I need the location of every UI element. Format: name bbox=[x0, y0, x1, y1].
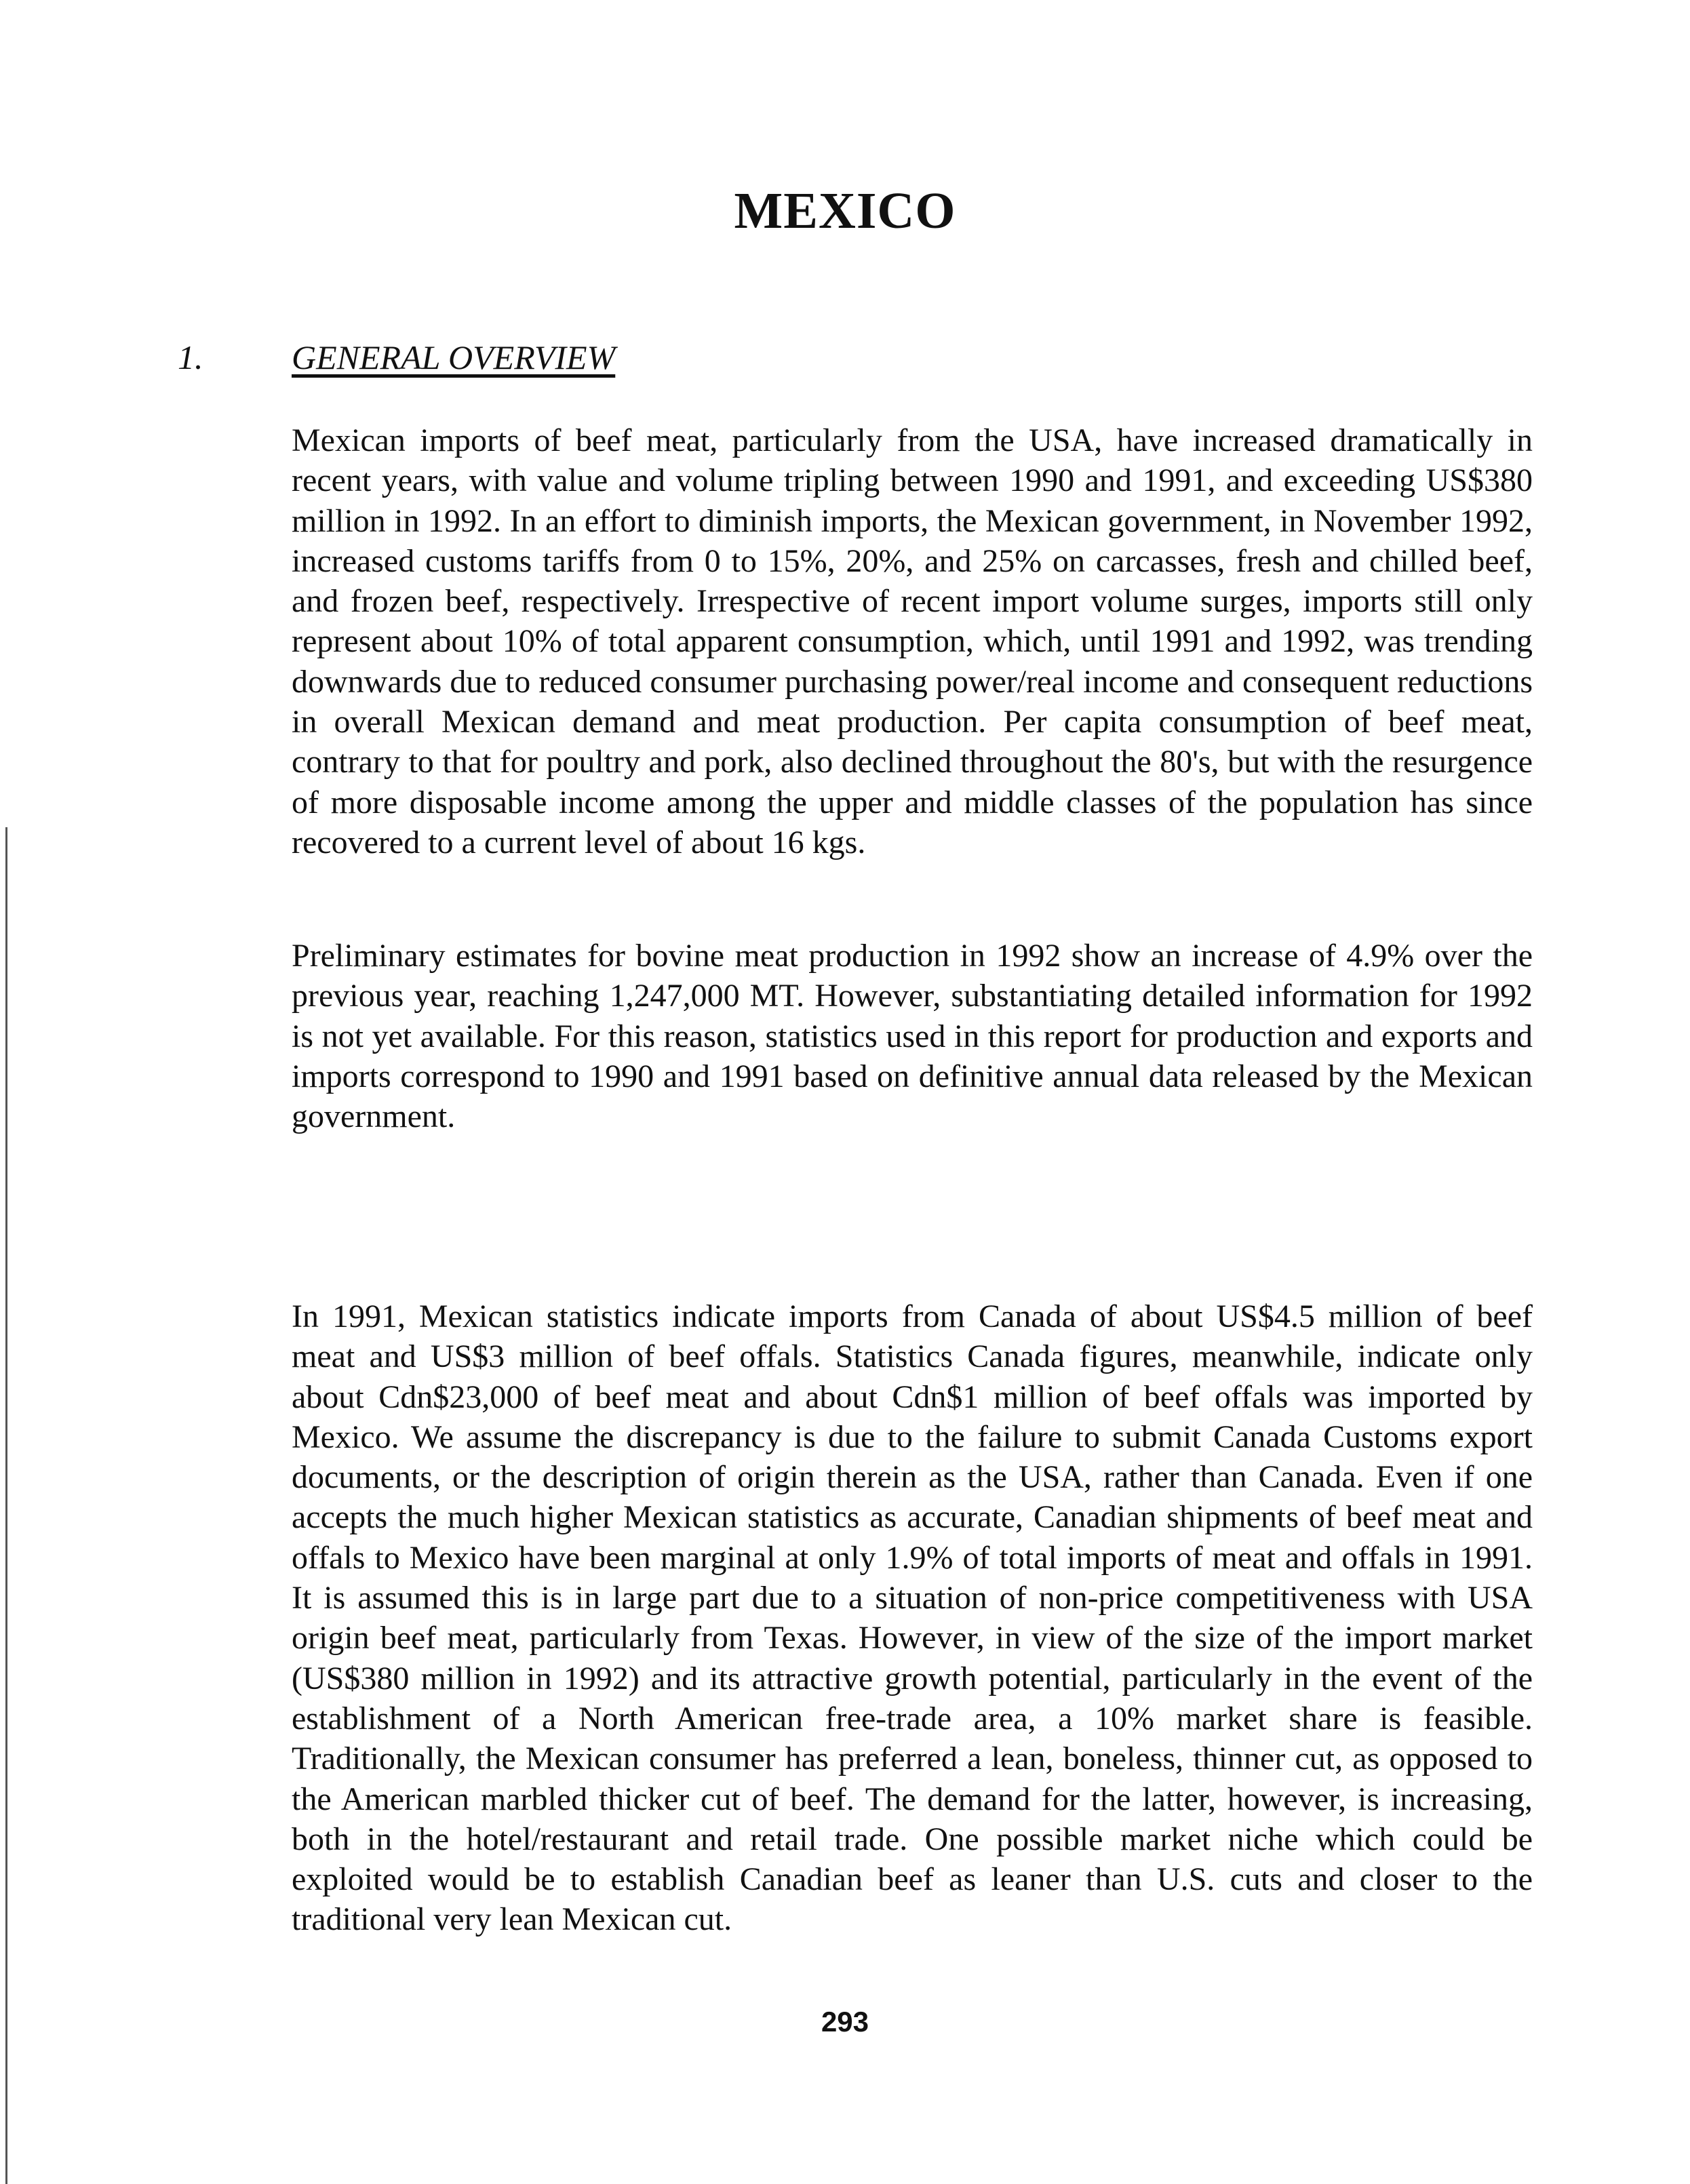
paragraph-1: Mexican imports of beef meat, particularly from the USA, have increased dramatically in recent years, with value and volume tripling between 1990 and 1991, and exceeding US$380 million in 1992. In an effort to diminish imports, the Mexican government, in November 1992, increased customs tariffs from 0 to 15%, 20%, and 25% on carcasses, fresh and chilled beef, and frozen beef, respectively. Irrespective of recent import volume surges, imports still only represent about 10% of total apparent consumption, which, until 1991 and 1992, was trending downwards due to reduced consumer purchasing power/real income and consequent reductions in overall Mexican demand and meat production. Per capita consumption of beef meat, contrary to that for poultry and pork, also declined throughout the 80's, but with the resurgence of more disposable income among the upper and middle classes of the population has since recovered to a current level of about 16 kgs. bbox=[292, 422, 1533, 860]
section-number: 1. bbox=[178, 338, 203, 376]
page-number: 293 bbox=[821, 2006, 869, 2038]
scan-edge-line bbox=[5, 827, 7, 2184]
paragraph-2: Preliminary estimates for bovine meat production in 1992 show an increase of 4.9% over the previous year, reaching 1,247,000 MT. However, substantiating detailed information for 1992 is not yet available. For this reason, statistics used in this report for production and exports and imports correspond to 1990 and 1991 based on definitive annual data released by the Mexican government. bbox=[292, 938, 1533, 1135]
paragraph-3: In 1991, Mexican statistics indicate imports from Canada of about US$4.5 million of beef meat and US$3 million of beef offals. Statistics Canada figures, meanwhile, indicate only about Cdn$23,000 of beef meat and about Cdn$1 million of beef offals was imported by Mexico. We assume the discrepancy is due to the failure to submit Canada Customs export documents, or the description of origin therein as the USA, rather than Canada. Even if one accepts the much higher Mexican statistics as accurate, Canadian shipments of beef meat and offals to Mexico have been marginal at only 1.9% of total imports of meat and offals in 1991. It is assumed this is in large part due to a situation of non-price competitiveness with USA origin beef meat, particularly from Texas. However, in view of the size of the import market (US$380 million in 1992) and its attractive growth potential, particularly in the event of the establishment of a North American free-trade area, a 10% market share is feasible. Traditionally, the Mexican consumer has preferred a lean, boneless, thinner cut, as opposed to the American marbled thicker cut of beef. The demand for the latter, however, is increasing, both in the hotel/restaurant and retail trade. One possible market niche which could be exploited would be to establish Canadian beef as leaner than U.S. cuts and closer to the traditional very lean Mexican cut. bbox=[292, 1298, 1533, 1938]
page-title: MEXICO bbox=[734, 182, 956, 239]
section-heading: GENERAL OVERVIEW bbox=[292, 338, 616, 376]
